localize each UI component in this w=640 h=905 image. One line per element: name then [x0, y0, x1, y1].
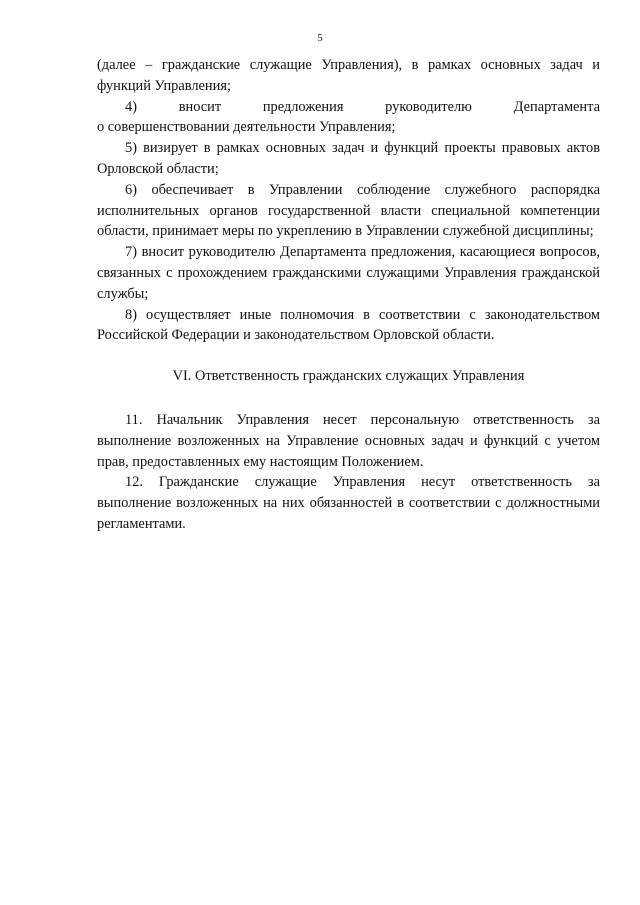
paragraph-item-4-line-1: 4) вносит предложения руководителю Департамента — [125, 98, 600, 115]
page-number: 5 — [317, 32, 323, 44]
paragraph-item-8: 8) осуществляет иные полномочия в соответствии с законодательством Российской Федерации и законодательством Орловской области. — [97, 306, 600, 344]
paragraph-section-item-12: 12. Гражданские служащие Управления несут ответственность за выполнение возложенных на них обязанностей в соответствии с должностными регламентами. — [97, 474, 600, 532]
paragraph-item-5: 5) визирует в рамках основных задач и функций проекты правовых актов Орловской области; — [97, 140, 600, 177]
paragraph-section-item-11: 11. Начальник Управления несет персональную ответственность за выполнение возложенных на Управление основных задач и функций с учетом прав, предоставленных ему настоящим Положением. — [97, 411, 600, 470]
paragraph-item-7: 7) вносит руководителю Департамента предложения, касающиеся вопросов, связанных с прохождением гражданскими служащими Управления гражданской службы; — [97, 244, 600, 302]
paragraph-continuation: (далее – гражданские служащие Управления), в рамках основных задач и функций Управления; — [97, 57, 600, 94]
paragraph-item-4-line-2: о совершенствовании деятельности Управления; — [97, 119, 396, 136]
paragraph-item-6: 6) обеспечивает в Управлении соблюдение служебного распорядка исполнительных органов государственной власти специальной компетенции области, принимает меры по укреплению в Управлении служебной дисциплины; — [97, 181, 600, 240]
section-heading: VI. Ответственность гражданских служащих Управления — [172, 368, 525, 385]
document-body — [97, 55, 600, 535]
